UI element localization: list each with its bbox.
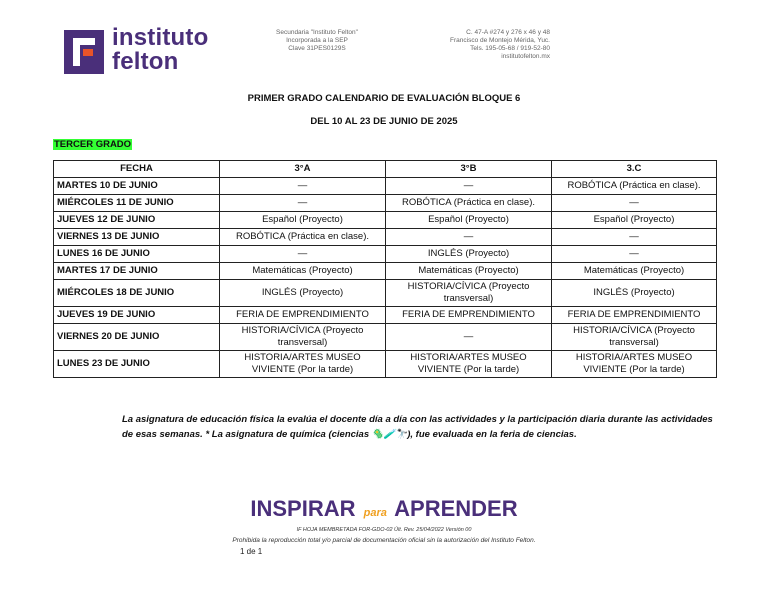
logo-line-1: instituto	[112, 24, 209, 51]
table-cell: —	[386, 324, 552, 351]
table-cell: —	[552, 195, 717, 212]
table-cell: INGLÉS (Proyecto)	[386, 246, 552, 263]
table-cell: —	[220, 178, 386, 195]
date-cell: JUEVES 12 DE JUNIO	[54, 212, 220, 229]
table-cell: Matemáticas (Proyecto)	[220, 263, 386, 280]
table-cell: ROBÓTICA (Práctica en clase).	[552, 178, 717, 195]
table-cell: ROBÓTICA (Práctica en clase).	[220, 229, 386, 246]
table-row	[54, 246, 717, 263]
date-cell: LUNES 23 DE JUNIO	[54, 351, 220, 378]
table-cell: HISTORIA/ARTES MUSEO VIVIENTE (Por la tarde)	[552, 351, 717, 378]
table-row	[54, 212, 717, 229]
date-cell: VIERNES 13 DE JUNIO	[54, 229, 220, 246]
logo-wordmark	[112, 26, 208, 74]
table-row	[54, 263, 717, 280]
table-cell: —	[386, 178, 552, 195]
date-cell: LUNES 16 DE JUNIO	[54, 246, 220, 263]
date-cell: MARTES 10 DE JUNIO	[54, 178, 220, 195]
slogan-right: APRENDER	[394, 496, 518, 521]
evaluation-note: La asignatura de educación física la evalúa el docente día a día con las actividades y la participación diaria durante las actividades de esas semanas. * La asignatura de química (ciencias 🦠🧪🔭), fue evaluada en la feria de ciencias.	[122, 414, 713, 440]
table-cell: Español (Proyecto)	[386, 212, 552, 229]
table-cell: ROBÓTICA (Práctica en clase).	[386, 195, 552, 212]
table-row	[54, 229, 717, 246]
table-row	[54, 280, 717, 307]
table-cell: FERIA DE EMPRENDIMIENTO	[220, 307, 386, 324]
table-cell: —	[220, 195, 386, 212]
grade-label: TERCER GRADO	[54, 139, 132, 150]
column-header: 3°A	[220, 161, 386, 178]
footer-form-code: IF HOJA MEMBRETADA FOR-GDO-02 Últ. Rev. 25/04/2022 Versión 00	[296, 527, 472, 533]
school-info: Secundaria "Instituto Felton" Incorporada a la SEP Clave 31PES0129S	[276, 29, 358, 52]
document-title: PRIMER GRADO CALENDARIO DE EVALUACIÓN BLOQUE 6	[247, 93, 521, 104]
table-row	[54, 178, 717, 195]
column-header: 3°B	[386, 161, 552, 178]
table-row	[54, 324, 717, 351]
table-row	[54, 307, 717, 324]
column-header: FECHA	[54, 161, 220, 178]
table-cell: HISTORIA/ARTES MUSEO VIVIENTE (Por la tarde)	[386, 351, 552, 378]
table-cell: HISTORIA/ARTES MUSEO VIVIENTE (Por la tarde)	[220, 351, 386, 378]
table-cell: —	[220, 246, 386, 263]
school-address: C. 47-A #274 y 276 x 46 y 48 Francisco de Montejo Mérida, Yuc. Tels. 195-05-68 / 919-52-80 institutofelton.mx	[450, 29, 550, 60]
table-cell: HISTORIA/CÍVICA (Proyecto transversal)	[220, 324, 386, 351]
table-cell: Matemáticas (Proyecto)	[386, 263, 552, 280]
page-number: 1 de 1	[240, 547, 263, 556]
slogan-left: INSPIRAR	[250, 496, 356, 521]
date-cell: VIERNES 20 DE JUNIO	[54, 324, 220, 351]
date-cell: JUEVES 19 DE JUNIO	[54, 307, 220, 324]
table-header-row	[54, 161, 717, 178]
table-cell: Matemáticas (Proyecto)	[552, 263, 717, 280]
column-header: 3.C	[552, 161, 717, 178]
table-row	[54, 195, 717, 212]
table-cell: HISTORIA/CÍVICA (Proyecto transversal)	[552, 324, 717, 351]
table-cell: —	[386, 229, 552, 246]
evaluation-table	[53, 160, 717, 378]
date-cell: MIÉRCOLES 11 DE JUNIO	[54, 195, 220, 212]
table-cell: HISTORIA/CÍVICA (Proyecto transversal)	[386, 280, 552, 307]
slogan-middle: para	[363, 507, 387, 519]
table-cell: —	[552, 246, 717, 263]
table-cell: INGLÉS (Proyecto)	[220, 280, 386, 307]
table-cell: Español (Proyecto)	[220, 212, 386, 229]
footer-disclaimer: Prohibida la reproducción total y/o parcial de documentación oficial sin la autorización del Instituto Felton.	[232, 537, 536, 544]
table-cell: FERIA DE EMPRENDIMIENTO	[552, 307, 717, 324]
table-row	[54, 351, 717, 378]
logo-mark	[64, 30, 104, 74]
date-cell: MIÉRCOLES 18 DE JUNIO	[54, 280, 220, 307]
table-cell: INGLÉS (Proyecto)	[552, 280, 717, 307]
document-date-range: DEL 10 AL 23 DE JUNIO DE 2025	[310, 116, 458, 127]
table-cell: FERIA DE EMPRENDIMIENTO	[386, 307, 552, 324]
slogan	[0, 496, 768, 526]
table-cell: —	[552, 229, 717, 246]
logo-line-2: felton	[112, 48, 179, 75]
date-cell: MARTES 17 DE JUNIO	[54, 263, 220, 280]
table-cell: Español (Proyecto)	[552, 212, 717, 229]
